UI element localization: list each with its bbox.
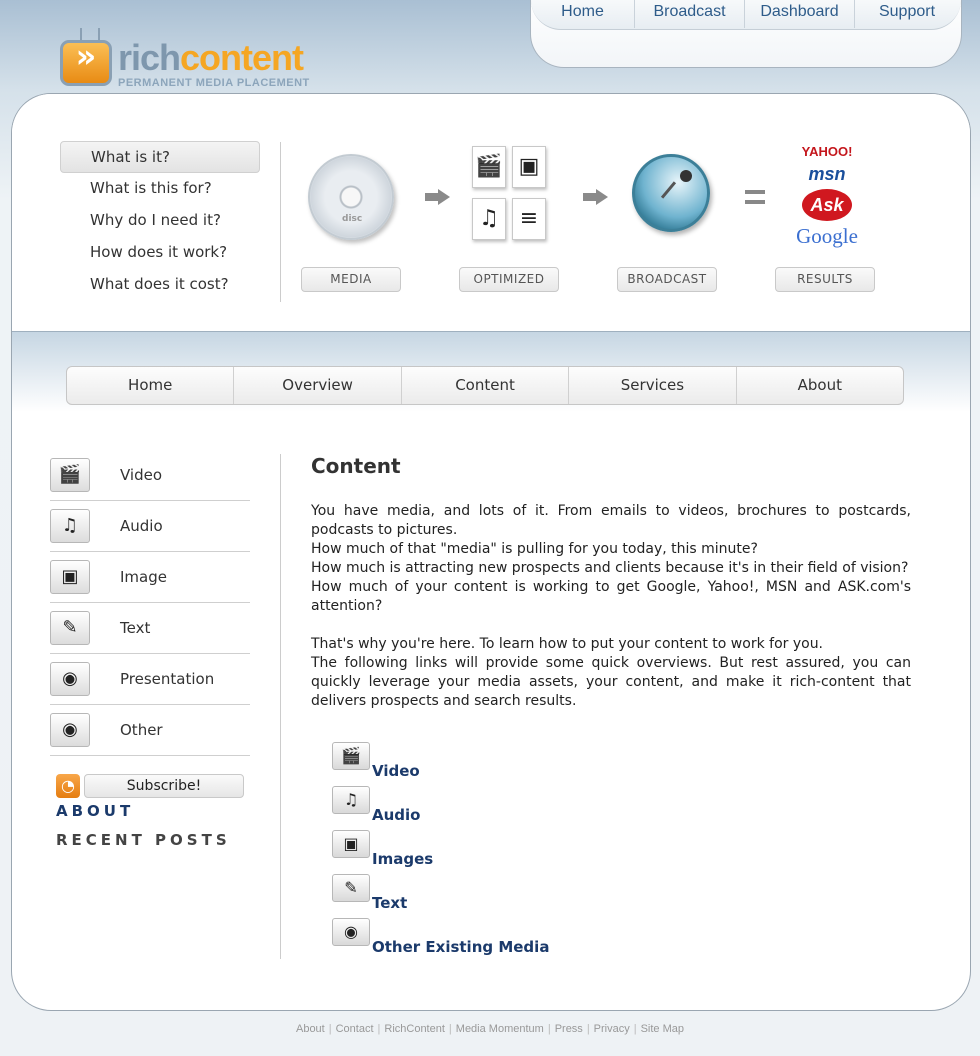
footer-contact-link[interactable]: Contact: [335, 1023, 374, 1035]
intro-line: How much of that "media" is pulling for you today, this minute?: [311, 541, 758, 557]
faq-item-what-is-it[interactable]: What is it?: [60, 141, 260, 173]
site-logo[interactable]: [60, 30, 350, 92]
sidebar-item-video[interactable]: [50, 450, 250, 501]
subscribe-button[interactable]: Subscribe!: [84, 774, 244, 798]
media-sidebar: [50, 450, 250, 756]
sidebar-item-label: Image: [120, 568, 167, 586]
rss-icon[interactable]: ◔: [56, 774, 80, 798]
step-broadcast-button[interactable]: BROADCAST: [617, 267, 717, 292]
picture-icon: ▣: [512, 146, 546, 188]
footer-about-link[interactable]: About: [295, 1023, 325, 1035]
main-card: [11, 93, 971, 1011]
disc-icon: ◉: [332, 918, 370, 946]
document-icon: ✎: [50, 611, 90, 645]
video-link[interactable]: Video: [372, 762, 420, 780]
topnav-dashboard[interactable]: Dashboard: [745, 0, 855, 28]
top-navigation: [530, 0, 962, 68]
recent-posts-heading: RECENT POSTS: [56, 831, 231, 849]
subscribe-row: [56, 774, 246, 800]
clapperboard-icon: 🎬: [332, 742, 370, 770]
content-link-images: [332, 830, 592, 874]
images-link[interactable]: Images: [372, 850, 434, 868]
footer-media-momentum-link[interactable]: Media Momentum: [455, 1023, 544, 1035]
content-area: [311, 454, 911, 711]
nav-services[interactable]: Services: [569, 367, 736, 404]
intro-line: You have media, and lots of it. From emails to videos, brochures to postcards, podcasts to pictures.: [311, 503, 911, 538]
content-link-video: [332, 742, 592, 786]
clapperboard-icon: 🎬: [472, 146, 506, 188]
intro-paragraph: [311, 502, 911, 616]
logo-content-text: content: [180, 37, 304, 78]
audio-link[interactable]: Audio: [372, 806, 421, 824]
footer-privacy-link[interactable]: Privacy: [593, 1023, 630, 1035]
sidebar-item-label: Presentation: [120, 670, 215, 688]
arrow-right-icon: [425, 189, 451, 205]
music-note-icon: ♫: [472, 198, 506, 240]
nav-content[interactable]: Content: [402, 367, 569, 404]
faq-item-how-works[interactable]: How does it work?: [90, 243, 228, 261]
document-icon: ✎: [332, 874, 370, 902]
picture-icon: ▣: [50, 560, 90, 594]
cd-disc-icon: [308, 154, 394, 240]
logo-wordmark: [118, 38, 303, 78]
footer-separator: |: [586, 1023, 590, 1035]
sidebar-item-label: Audio: [120, 517, 163, 535]
faq-item-cost[interactable]: What does it cost?: [90, 275, 229, 293]
main-navigation: [66, 366, 904, 405]
intro-line: How much of your content is working to get Google, Yahoo!, MSN and ASK.com's attention?: [311, 579, 911, 614]
about-heading[interactable]: ABOUT: [56, 802, 135, 820]
logo-tagline: PERMANENT MEDIA PLACEMENT: [118, 77, 310, 89]
sidebar-item-label: Text: [120, 619, 151, 637]
step-optimized-button[interactable]: OPTIMIZED: [459, 267, 559, 292]
nav-home[interactable]: Home: [67, 367, 234, 404]
content-link-other: [332, 918, 592, 962]
broadcast-globe-icon: [632, 154, 710, 232]
arrow-right-icon: [583, 189, 609, 205]
sidebar-item-audio[interactable]: [50, 501, 250, 552]
faq-item-what-for[interactable]: What is this for?: [90, 179, 212, 197]
footer-links: [0, 1023, 980, 1035]
top-navigation-bar: [531, 0, 961, 30]
page-title: Content: [311, 454, 401, 478]
hero-section: [12, 94, 970, 332]
footer-sitemap-link[interactable]: Site Map: [640, 1023, 685, 1035]
footer-separator: |: [633, 1023, 637, 1035]
intro-line: How much is attracting new prospects and clients because it's in their field of vision?: [311, 560, 909, 576]
step-results-button[interactable]: RESULTS: [775, 267, 875, 292]
hero-divider: [280, 142, 281, 302]
nav-overview[interactable]: Overview: [234, 367, 401, 404]
overview-line: That's why you're here. To learn how to put your content to work for you.: [311, 636, 824, 652]
text-link[interactable]: Text: [372, 894, 408, 912]
sidebar-item-label: Video: [120, 466, 163, 484]
footer-richcontent-link[interactable]: RichContent: [384, 1023, 445, 1035]
step-media-button[interactable]: MEDIA: [301, 267, 401, 292]
music-note-icon: ♫: [332, 786, 370, 814]
faq-item-why-need[interactable]: Why do I need it?: [90, 211, 221, 229]
footer-separator: |: [377, 1023, 381, 1035]
topnav-support[interactable]: Support: [878, 3, 936, 20]
sidebar-item-presentation[interactable]: [50, 654, 250, 705]
overview-paragraph: [311, 635, 911, 711]
cd-label: disc: [342, 214, 363, 224]
logo-rich-text: rich: [118, 37, 181, 78]
footer-separator: |: [448, 1023, 452, 1035]
content-link-text: [332, 874, 592, 918]
tv-logo-icon: [60, 40, 112, 86]
topnav-home[interactable]: Home: [531, 0, 635, 28]
music-note-icon: ♫: [50, 509, 90, 543]
disc-icon: ◉: [50, 713, 90, 747]
sidebar-item-other[interactable]: [50, 705, 250, 756]
faq-menu: [60, 141, 260, 301]
footer-separator: |: [328, 1023, 332, 1035]
clapperboard-icon: 🎬: [50, 458, 90, 492]
disc-icon: ◉: [50, 662, 90, 696]
footer-separator: |: [547, 1023, 551, 1035]
sidebar-item-label: Other: [120, 721, 163, 739]
yahoo-logo: YAHOO!: [801, 144, 853, 159]
msn-logo: msn: [808, 164, 846, 184]
sidebar-item-text[interactable]: [50, 603, 250, 654]
document-icon: ≡: [512, 198, 546, 240]
content-divider: [280, 454, 281, 959]
picture-icon: ▣: [332, 830, 370, 858]
other-media-link[interactable]: Other Existing Media: [372, 938, 550, 956]
ask-logo: Ask: [802, 189, 852, 221]
content-link-audio: [332, 786, 592, 830]
equals-icon: [745, 190, 765, 204]
footer-press-link[interactable]: Press: [554, 1023, 583, 1035]
antenna-tip-icon: [680, 170, 692, 182]
google-logo: Google: [796, 224, 858, 248]
overview-line: The following links will provide some quick overviews. But rest assured, you can quickly leverage your media assets, your content, and make it rich-content that delivers prospects and search results.: [311, 655, 911, 709]
sidebar-item-image[interactable]: [50, 552, 250, 603]
content-links: [332, 742, 592, 962]
nav-about[interactable]: About: [797, 376, 842, 394]
topnav-broadcast[interactable]: Broadcast: [635, 0, 745, 28]
